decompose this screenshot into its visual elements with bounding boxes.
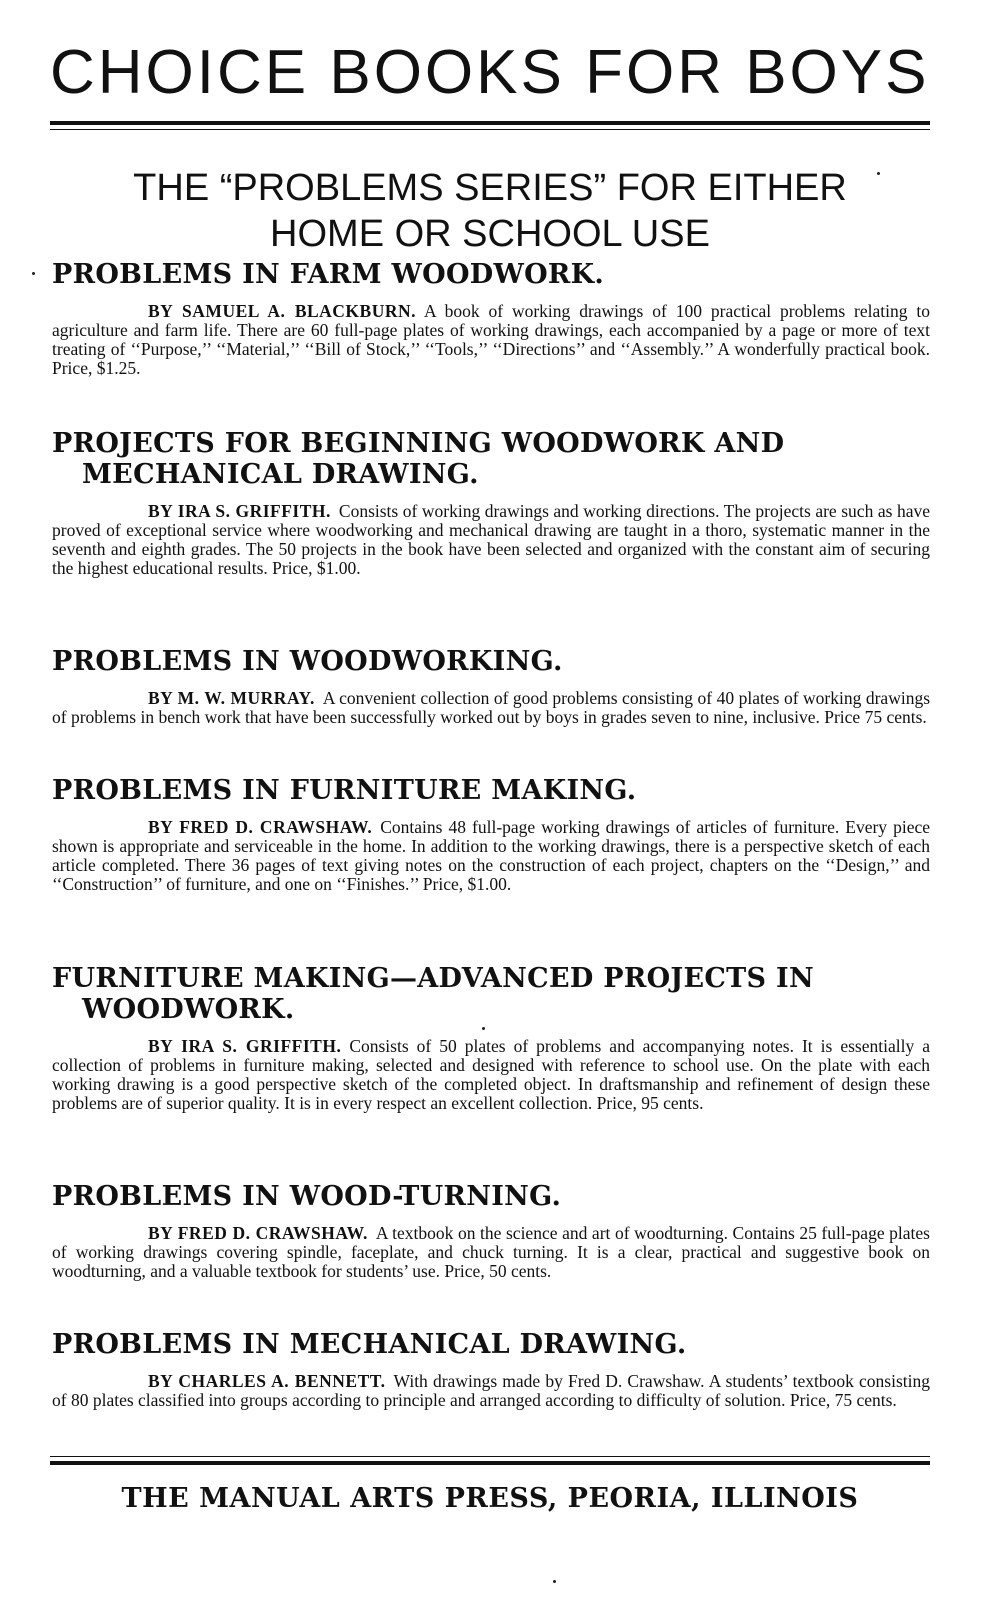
book-description: Contains 48 full-page working drawings of articles of furniture. Every piece shown is appropriate and serviceable in the home. In addition to the working drawings, there is a perspective sketch of each article completed. There 36 pages of text giving notes on the construction of each project, chapters on the ‘‘Design,’’ and ‘‘Construction’’ of furniture, and one on ‘‘Finishes.’’ Price, $1.00.	[52, 817, 930, 894]
book-title: FURNITURE MAKING—ADVANCED PROJECTS IN WOODWORK.	[52, 963, 814, 1025]
book-author: BY SAMUEL A. BLACKBURN.	[148, 301, 417, 321]
book-title: PROJECTS FOR BEGINNING WOODWORK AND MECHANICAL DRAWING.	[52, 428, 785, 490]
book-description: A book of working drawings of 100 practical problems relating to agriculture and farm life. There are 60 full-page plates of working drawings, each accompanied by a page or more of text treating of ‘‘Purpose,’’ ‘‘Material,’’ ‘‘Bill of Stock,’’ ‘‘Tools,’’ ‘‘Directions’’ and ‘‘Assembly.’’ A wonderfully practical book. Price, $1.25.	[52, 301, 931, 378]
book-description: A textbook on the science and art of woodturning. Contains 25 full-page plates of working drawings covering spindle, faceplate, and chuck turning. It is a clear, practical and suggestive book on woodturning, and a valuable textbook for students’ use. Price, 50 cents.	[52, 1223, 930, 1281]
page-title: CHOICE BOOKS FOR BOYS	[50, 38, 930, 107]
book-title: PROBLEMS IN FURNITURE MAKING.	[52, 775, 637, 806]
book-title: PROBLEMS IN WOOD-TURNING.	[52, 1181, 562, 1212]
book-body	[52, 1224, 930, 1281]
footer-rule-thick	[50, 1461, 930, 1465]
book-description: With drawings made by Fred D. Crawshaw. A students’ textbook consisting of 80 plates classified into groups according to principle and arranged according to difficulty of solution. Price, 75 cents.	[52, 1371, 930, 1410]
title-rule-thin	[50, 129, 930, 130]
series-heading-line1: THE “PROBLEMS SERIES” FOR EITHER	[133, 167, 847, 209]
book-body	[52, 1372, 930, 1410]
print-speck	[32, 272, 35, 275]
book-body	[52, 1037, 930, 1113]
book-entry	[52, 1181, 930, 1281]
print-speck	[553, 1580, 556, 1583]
book-author: BY IRA S. GRIFFITH.	[148, 1036, 342, 1056]
book-author: BY FRED D. CRAWSHAW.	[148, 1223, 368, 1243]
book-entry	[52, 259, 930, 378]
book-author: BY M. W. MURRAY.	[148, 688, 315, 708]
footer-rule-thin	[50, 1456, 930, 1457]
book-description: Consists of 50 plates of problems and accompanying notes. It is essentially a collection of problems in furniture making, selected and designed with reference to school use. On the plate with each working drawing is a good perspective sketch of the completed object. In draftsmanship and refinement of design these problems are of superior quality. It is in every respect an excellent collection. Price, 95 cents.	[52, 1036, 930, 1113]
book-author: BY CHARLES A. BENNETT.	[148, 1371, 386, 1391]
book-author: BY FRED D. CRAWSHAW.	[148, 817, 373, 837]
book-body	[52, 818, 930, 894]
title-rule-thick	[50, 121, 930, 125]
book-body	[52, 302, 930, 378]
book-entry	[52, 646, 930, 727]
print-speck	[482, 1027, 485, 1030]
book-entry	[52, 428, 930, 578]
series-heading-line2: HOME OR SCHOOL USE	[270, 213, 710, 255]
book-title: PROBLEMS IN WOODWORKING.	[52, 646, 563, 677]
book-entry	[52, 775, 930, 894]
book-author: BY IRA S. GRIFFITH.	[148, 501, 331, 521]
book-title: PROBLEMS IN MECHANICAL DRAWING.	[52, 1329, 687, 1360]
book-entry	[52, 1329, 930, 1410]
book-description: A convenient collection of good problems consisting of 40 plates of working drawings of problems in bench work that have been successfully worked out by boys in grades seven to nine, inclusive. Price 75 cents.	[52, 688, 931, 727]
publisher-imprint: THE MANUAL ARTS PRESS, PEORIA, ILLINOIS	[121, 1483, 859, 1514]
print-speck	[877, 172, 880, 175]
series-heading	[50, 165, 930, 257]
book-body	[52, 502, 930, 578]
book-body	[52, 689, 930, 727]
book-description: Consists of working drawings and working directions. The projects are such as have proved of exceptional service where woodworking and mechanical drawing are taught in a thoro, systematic manner in the seventh and eighth grades. The 50 projects in the book have been selected and organized with the constant aim of securing the highest educational results. Price, $1.00.	[52, 501, 930, 578]
book-title: PROBLEMS IN FARM WOODWORK.	[52, 259, 605, 290]
book-entry	[52, 963, 930, 1113]
